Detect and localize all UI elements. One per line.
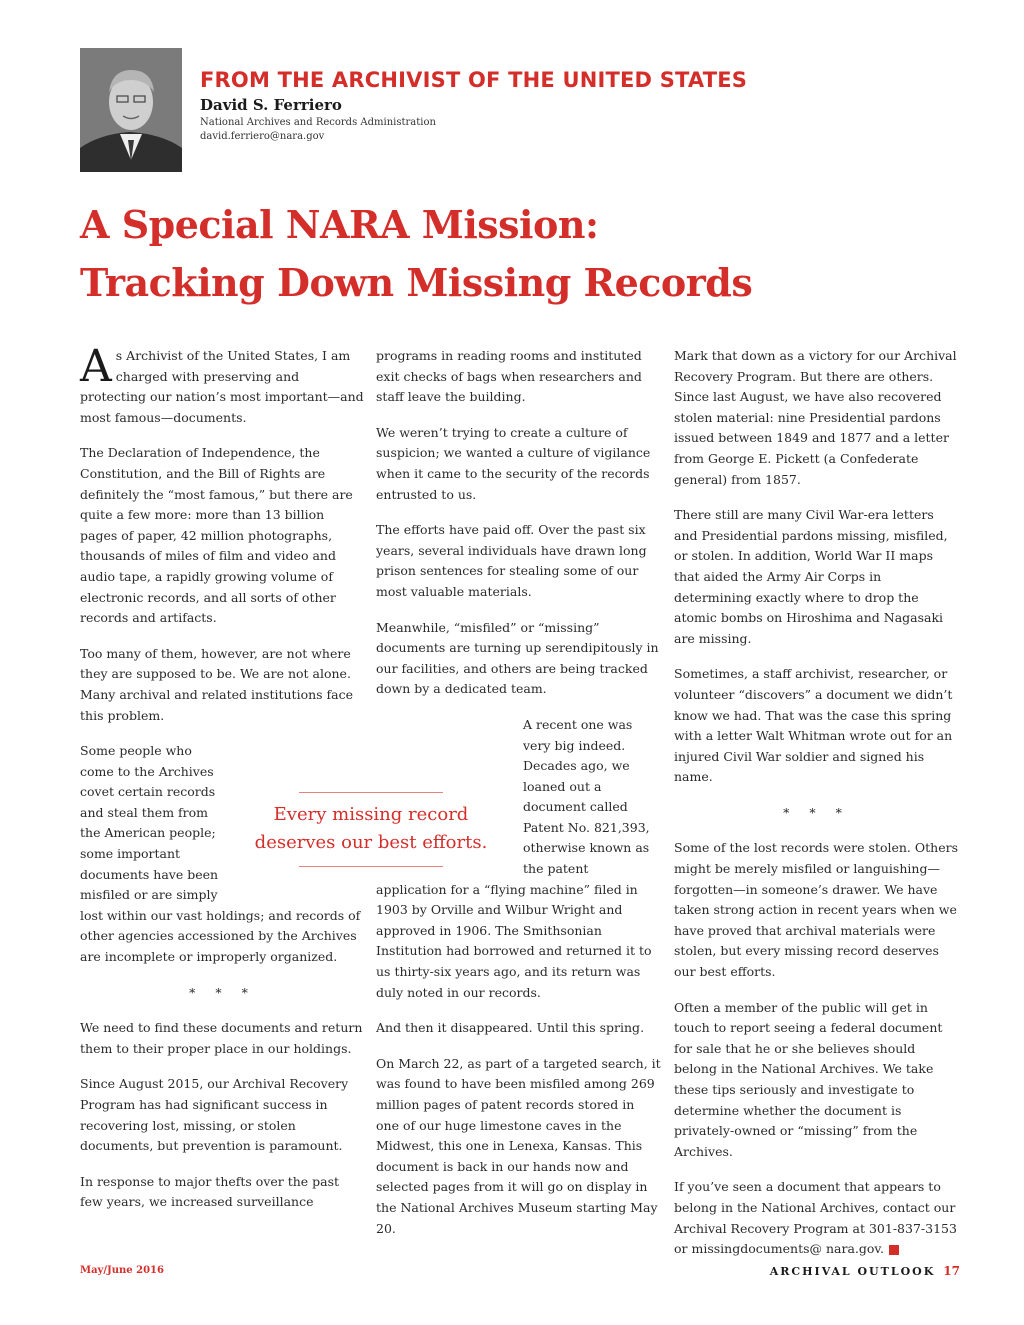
pull-quote-rule-bottom (299, 866, 443, 867)
column-kicker: FROM THE ARCHIVIST OF THE UNITED STATES (200, 68, 748, 92)
column-header (80, 48, 780, 172)
paragraph-text: A recent one was very big indeed. Decades ago, we loaned out a document called Patent No. 821,393, otherwise known as the patent application for a “flying machine” filed in 1903 by Orville and Wilbur Wright and approved in 1906. The Smithsonian Institution had borrowed and returned it to us thirty-six years ago, and its return was duly noted in our records. (376, 716, 652, 1000)
article-column-1 (80, 341, 365, 1228)
author-email: david.ferriero@nara.gov (200, 131, 325, 142)
paragraph-text: If you’ve seen a document that appears to belong in the National Archives, contact our Archival Recovery Program at 301-837-3153 or missingdocuments@ nara.gov. (674, 1179, 957, 1257)
paragraph: The efforts have paid off. Over the past six years, several individuals have drawn long prison sentences for stealing some of our most valuable materials. (376, 522, 647, 599)
paragraph (80, 341, 365, 428)
paragraph: Meanwhile, “misfiled” or “missing” documents are turning up serendipitously in our facilities, and others are being tracked down by a dedicated team. (376, 619, 659, 697)
paragraph: Mark that down as a victory for our Archival Recovery Program. But there are others. Since last August, we have also recovered stolen material: nine Presidential pardons issued between 1849 and 1877 and a letter from George E. Pickett (a Confederate general) from 1857. (674, 348, 957, 487)
section-break: * * * (189, 984, 256, 1000)
drop-cap: A (80, 341, 112, 392)
pull-quote-line-1: Every missing record (273, 804, 469, 825)
paragraph: We need to find these documents and return them to their proper place in our holdings. (80, 1020, 363, 1056)
pull-quote (240, 792, 502, 884)
paragraph: In response to major thefts over the past few years, we increased surveillance (80, 1173, 340, 1210)
paragraph: And then it disappeared. Until this spring. (376, 1020, 645, 1036)
author-organization: National Archives and Records Administration (200, 117, 436, 128)
pull-quote-line-2: deserves our best efforts. (254, 832, 488, 853)
paragraph-text: Some people who come to the Archives covet certain records and steal them from the American people; some important documents have been misfiled or are simply lost within our vast holdings; and records of other agencies accessioned by the Archives are incomplete or improperly organized. (80, 743, 361, 965)
footer-issue-date: May/June 2016 (80, 1265, 164, 1276)
author-portrait (80, 48, 182, 172)
pull-quote-text (240, 793, 502, 866)
page-number: 17 (943, 1264, 960, 1278)
paragraph (674, 1177, 959, 1259)
paragraph: Some of the lost records were stolen. Others might be merely misfiled or languishing—forgotten—in someone’s drawer. We have taken strong action in recent years when we have proved that archival materials were stolen, but every missing record deserves our best efforts. (674, 840, 958, 980)
paragraph: On March 22, as part of a targeted search, it was found to have been misfiled among 269 million pages of patent records stored in one of our huge limestone caves in the Midwest, this one in Lenexa, Kansas. This document is back in our hands now and selected pages from it will go on display in the National Archives Museum starting May 20. (376, 1055, 661, 1236)
paragraph: We weren’t trying to create a culture of suspicion; we wanted a culture of vigilance when it came to the security of the records entrusted to us. (376, 424, 651, 502)
paragraph-text: s Archivist of the United States, I am charged with preserving and protecting our nation’s most important—and most famous—documents. (80, 348, 364, 425)
paragraph: Too many of them, however, are not where they are supposed to be. We are not alone. Many archival and related institutions face this problem. (80, 645, 354, 723)
byline (200, 68, 747, 142)
title-line-1: A Special NARA Mission: (80, 202, 599, 247)
publication-name: ARCHIVAL OUTLOOK (769, 1265, 936, 1278)
author-name: David S. Ferriero (200, 96, 342, 114)
paragraph: programs in reading rooms and instituted exit checks of bags when researchers and staff leave the building. (376, 348, 642, 405)
title-line-2: Tracking Down Missing Records (80, 260, 753, 305)
paragraph: Sometimes, a staff archivist, researcher, or volunteer “discovers” a document we didn’t know we had. That was the case this spring with a letter Walt Whitman wrote out for an injured Civil War soldier and signed his name. (674, 666, 953, 785)
section-break: * * * (783, 804, 850, 820)
paragraph: Since August 2015, our Archival Recovery Program has had significant success in recovering lost, missing, or stolen documents, but prevention is paramount. (80, 1076, 349, 1154)
paragraph: Often a member of the public will get in touch to report seeing a federal document for sale that he or she believes should belong in the National Archives. We take these tips seriously and investigate to determine whether the document is privately-owned or “missing” from the Archives. (674, 999, 943, 1159)
pull-quote-rule-top (299, 792, 443, 793)
article-title (80, 196, 980, 312)
footer-folio (770, 1264, 960, 1278)
paragraph: The Declaration of Independence, the Constitution, and the Bill of Rights are definitely the “most famous,” but there are quite a few more: more than 13 billion pages of paper, 42 million photographs, thousands of miles of film and video and audio tape, a rapidly growing volume of electronic records, and all sorts of other records and artifacts. (80, 445, 353, 626)
paragraph: There still are many Civil War-era letters and Presidential pardons missing, misfiled, or stolen. In addition, World War II maps that aided the Army Air Corps in determining exactly where to drop the atomic bombs on Hiroshima and Nagasaki are missing. (674, 507, 948, 646)
article-column-3 (674, 346, 959, 1275)
end-of-article-icon (889, 1245, 899, 1255)
